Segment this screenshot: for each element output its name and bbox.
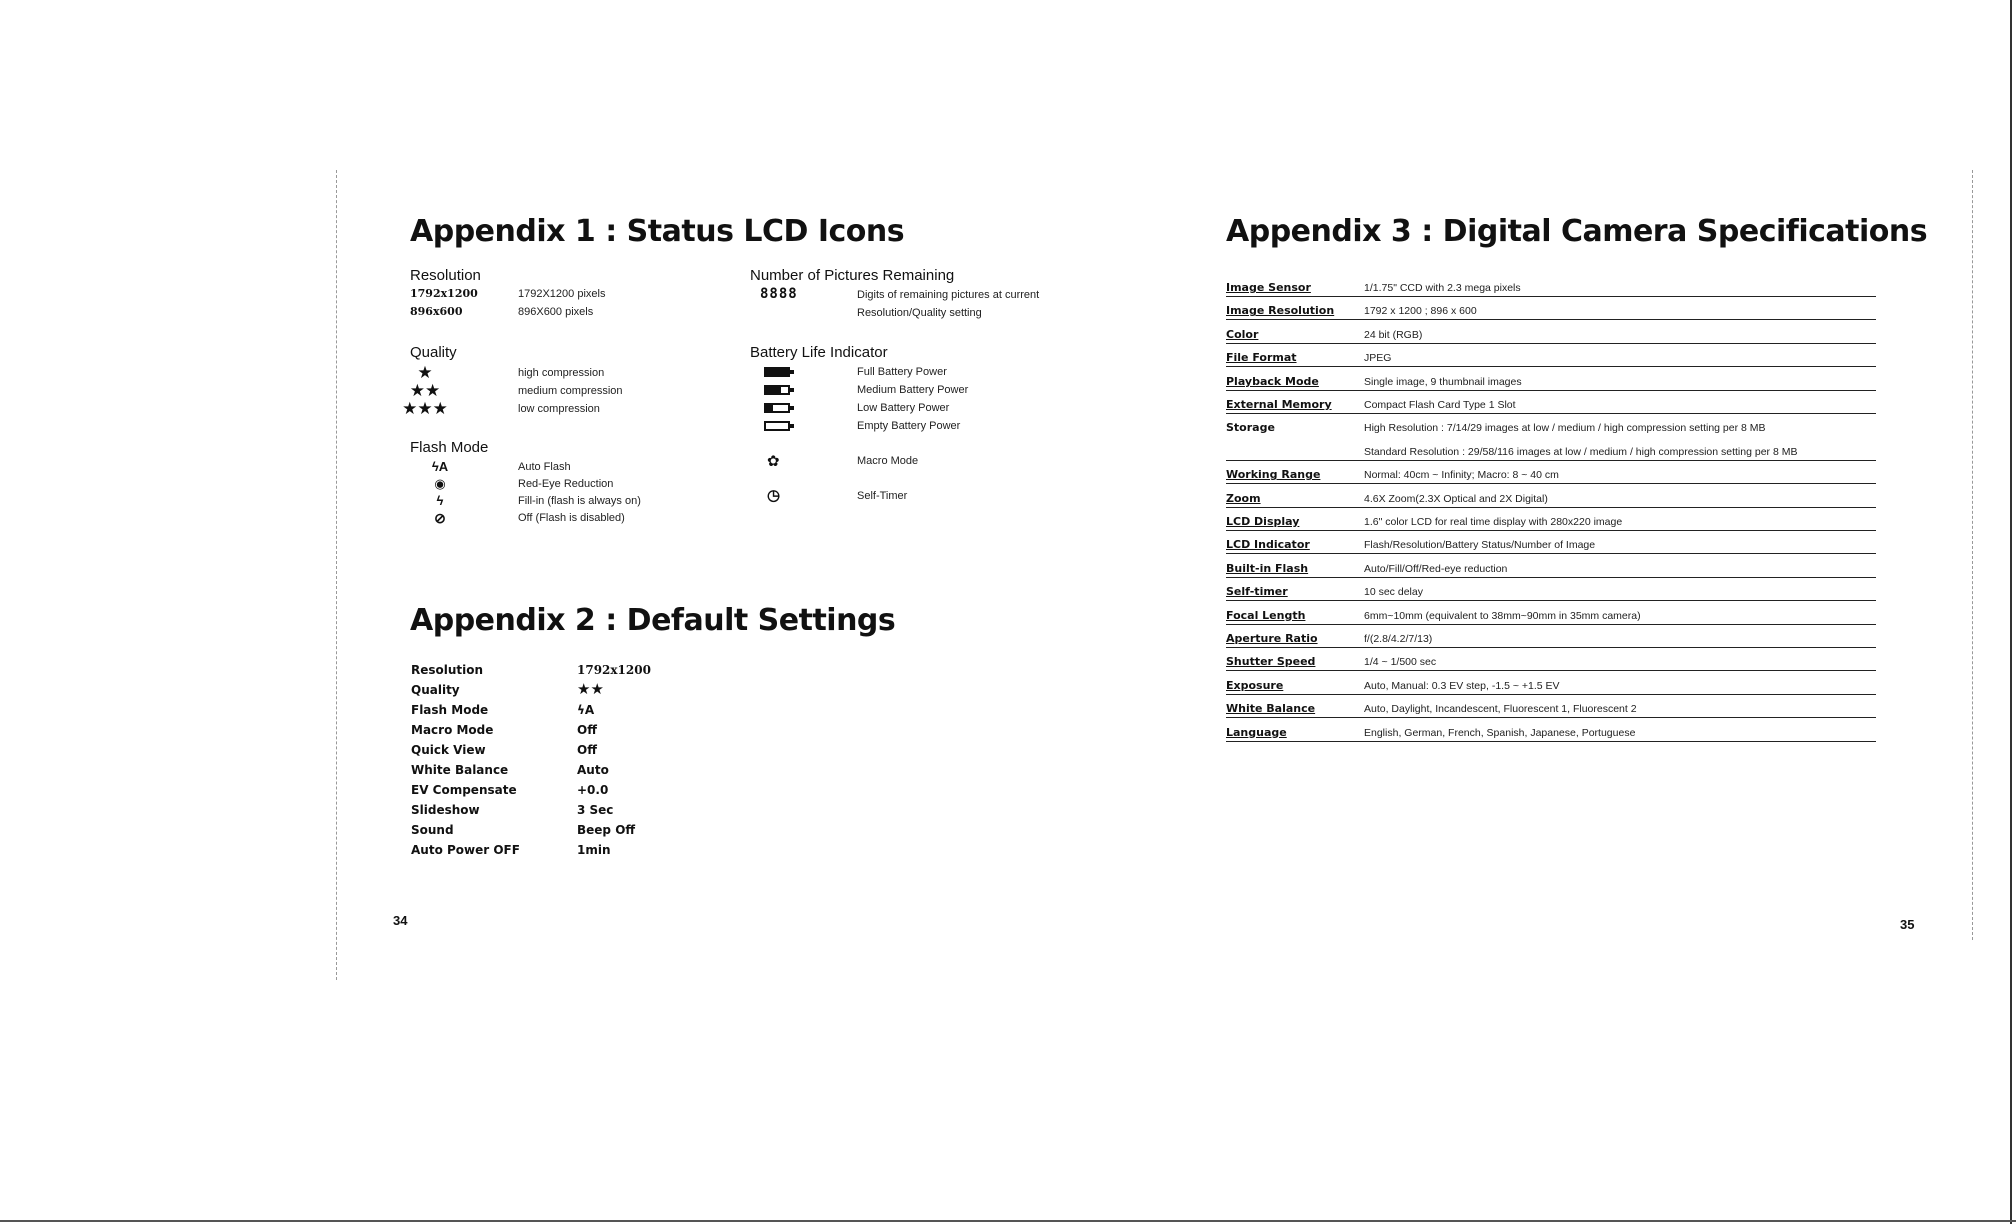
battery-desc: Empty Battery Power <box>857 420 961 432</box>
spec-key: Self-timer <box>1226 585 1288 599</box>
spec-key: Shutter Speed <box>1226 655 1316 669</box>
spec-value: Auto, Manual: 0.3 EV step, -1.5 ~ +1.5 EV <box>1364 679 1560 692</box>
default-setting-label: Slideshow <box>411 803 480 817</box>
spec-row <box>1226 671 1876 695</box>
pictures-desc-1: Digits of remaining pictures at current <box>857 289 1040 301</box>
macro-desc: Macro Mode <box>857 455 919 467</box>
battery-row-1 <box>764 366 947 378</box>
spec-value: High Resolution : 7/14/29 images at low / medium / high compression setting per 8 MB <box>1364 422 1766 435</box>
spec-row <box>1226 601 1876 625</box>
spec-key: Color <box>1226 327 1259 341</box>
battery-heading: Battery Life Indicator <box>750 344 888 361</box>
spec-value: 1/1.75" CCD with 2.3 mega pixels <box>1364 282 1521 294</box>
quality-row-3 <box>395 400 600 417</box>
spec-value: Auto, Daylight, Incandescent, Fluorescent 1, Fluorescent 2 <box>1364 703 1637 716</box>
spec-value: English, German, French, Spanish, Japanese, Portuguese <box>1364 726 1636 739</box>
resolution-desc: 1792X1200 pixels <box>518 287 606 300</box>
default-setting-value: ★★ <box>577 680 604 698</box>
spec-key: Aperture Ratio <box>1226 632 1318 645</box>
spec-key: Built-in Flash <box>1226 561 1309 575</box>
default-setting-value: ϟA <box>577 703 595 717</box>
three-star-icon: ★★★ <box>402 399 448 418</box>
flash-off-icon: ⊘ <box>434 510 446 526</box>
spec-key: File Format <box>1226 351 1297 365</box>
spec-value: Standard Resolution : 29/58/116 images at low / medium / high compression setting per 8 MB <box>1364 445 1798 458</box>
spec-row <box>1226 530 1876 554</box>
macro-icon: ✿ <box>767 453 780 470</box>
resolution-desc: 896X600 pixels <box>518 305 594 318</box>
spec-value: Single image, 9 thumbnail images <box>1364 375 1522 388</box>
battery-medium-icon <box>764 385 790 395</box>
spec-value: Flash/Resolution/Battery Status/Number of Image <box>1364 539 1596 552</box>
default-setting-label: Flash Mode <box>411 703 489 717</box>
default-setting-value: Off <box>577 723 597 737</box>
quality-heading: Quality <box>410 344 457 361</box>
default-setting-value: 1792x1200 <box>577 663 651 677</box>
spec-key: Image Sensor <box>1226 281 1311 294</box>
flash-row-4 <box>410 511 625 525</box>
pictures-digits-icon: 8888 <box>760 286 798 302</box>
flash-row-2 <box>410 477 613 490</box>
flash-row-1 <box>410 460 571 473</box>
spec-key: Focal Length <box>1226 608 1306 622</box>
quality-row-2 <box>395 382 623 399</box>
spec-key: Exposure <box>1226 678 1284 692</box>
spec-row <box>1226 343 1876 367</box>
spec-value: Auto/Fill/Off/Red-eye reduction <box>1364 562 1508 575</box>
auto-flash-icon: ϟA <box>431 459 449 474</box>
spec-key: Image Resolution <box>1226 304 1335 318</box>
battery-desc: Low Battery Power <box>857 402 950 414</box>
spec-key: White Balance <box>1226 702 1316 716</box>
spec-value: Compact Flash Card Type 1 Slot <box>1364 399 1516 411</box>
pictures-heading: Number of Pictures Remaining <box>750 267 955 284</box>
bottom-edge-line <box>0 1220 2016 1222</box>
appendix1-title: Appendix 1 : Status LCD Icons <box>410 214 905 249</box>
battery-empty-icon <box>764 421 790 431</box>
spec-row <box>1226 390 1876 414</box>
self-timer-desc: Self-Timer <box>857 490 908 502</box>
default-setting-label: Resolution <box>411 663 484 677</box>
default-setting-label: Quality <box>411 683 460 697</box>
spec-row <box>1226 694 1876 718</box>
battery-full-icon <box>764 367 790 377</box>
battery-desc: Full Battery Power <box>857 366 947 378</box>
spec-value: 1792 x 1200 ; 896 x 600 <box>1364 305 1477 318</box>
default-setting-label: Auto Power OFF <box>411 843 520 857</box>
spec-key: Zoom <box>1226 491 1261 505</box>
default-setting-label: Quick View <box>411 743 486 757</box>
default-setting-label: EV Compensate <box>411 783 517 797</box>
spec-value: 1.6" color LCD for real time display with 280x220 image <box>1364 516 1623 528</box>
right-edge-line <box>2010 0 2012 1224</box>
battery-low-icon <box>764 403 790 413</box>
flash-desc: Auto Flash <box>518 460 571 473</box>
default-setting-label: Macro Mode <box>411 723 494 737</box>
resolution-code: 1792x1200 <box>410 287 478 300</box>
default-setting-value: Auto <box>577 763 609 777</box>
resolution-row-2 <box>410 305 593 318</box>
spec-value: 10 sec delay <box>1364 586 1423 599</box>
default-setting-value: Beep Off <box>577 823 636 837</box>
appendix2-title: Appendix 2 : Default Settings <box>410 603 896 638</box>
resolution-code: 896x600 <box>410 305 463 318</box>
red-eye-icon: ◉ <box>434 476 446 491</box>
default-setting-value: Off <box>577 743 597 757</box>
spec-key: Storage <box>1226 421 1275 435</box>
flash-heading: Flash Mode <box>410 439 489 456</box>
spec-value: 4.6X Zoom(2.3X Optical and 2X Digital) <box>1364 492 1548 505</box>
right-margin-line <box>1972 170 1973 940</box>
battery-desc: Medium Battery Power <box>857 384 969 396</box>
quality-desc: high compression <box>518 366 605 379</box>
star-icon: ★ <box>417 363 433 382</box>
battery-row-2 <box>764 384 968 396</box>
spec-row <box>1226 577 1876 601</box>
spec-key: LCD Indicator <box>1226 538 1310 552</box>
spec-key: Language <box>1226 725 1287 739</box>
spec-value: 24 bit (RGB) <box>1364 328 1423 341</box>
spec-key: External Memory <box>1226 398 1332 411</box>
pictures-desc-2: Resolution/Quality setting <box>857 307 982 319</box>
page-number-right: 35 <box>1900 917 1915 932</box>
resolution-row-1 <box>410 287 605 300</box>
battery-row-4 <box>764 420 960 432</box>
quality-row-1 <box>395 364 604 381</box>
self-timer-icon: ◷ <box>767 487 781 504</box>
spec-row <box>1226 647 1876 671</box>
resolution-heading: Resolution <box>410 267 481 284</box>
spec-row <box>1226 320 1876 344</box>
spec-row <box>1226 460 1876 484</box>
two-star-icon: ★★ <box>409 381 441 400</box>
flash-desc: Fill-in (flash is always on) <box>518 494 641 507</box>
quality-desc: low compression <box>518 402 600 415</box>
spec-key: LCD Display <box>1226 515 1300 528</box>
fill-flash-icon: ϟ <box>436 493 444 508</box>
spec-row <box>1226 507 1876 531</box>
spec-row <box>1226 296 1876 320</box>
default-setting-label: White Balance <box>411 763 509 777</box>
spec-row <box>1226 367 1876 391</box>
spec-row <box>1226 484 1876 508</box>
spec-row <box>1226 718 1876 742</box>
spec-row <box>1226 273 1876 297</box>
appendix3-title: Appendix 3 : Digital Camera Specifications <box>1226 214 1928 249</box>
spec-value: Normal: 40cm ~ Infinity; Macro: 8 ~ 40 cm <box>1364 469 1559 482</box>
flash-desc: Off (Flash is disabled) <box>518 512 625 524</box>
default-setting-label: Sound <box>411 823 454 837</box>
flash-desc: Red-Eye Reduction <box>518 477 614 490</box>
default-setting-value: 3 Sec <box>577 803 614 817</box>
battery-row-3 <box>764 402 949 414</box>
spec-key: Working Range <box>1226 468 1321 482</box>
spec-row <box>1226 437 1876 461</box>
spec-row <box>1226 554 1876 578</box>
spec-value: 1/4 ~ 1/500 sec <box>1364 656 1437 669</box>
flash-row-3 <box>410 494 641 507</box>
quality-desc: medium compression <box>518 384 623 397</box>
spec-row <box>1226 413 1876 436</box>
spec-row <box>1226 624 1876 648</box>
left-margin-line <box>336 170 337 980</box>
page-number-left: 34 <box>393 913 408 928</box>
default-setting-value: 1min <box>577 843 611 857</box>
spec-value: JPEG <box>1364 352 1392 365</box>
spec-key: Playback Mode <box>1226 374 1319 388</box>
spec-value: 6mm~10mm (equivalent to 38mm~90mm in 35mm camera) <box>1364 609 1641 622</box>
default-setting-value: +0.0 <box>577 783 609 797</box>
spec-value: f/(2.8/4.2/7/13) <box>1364 633 1433 645</box>
